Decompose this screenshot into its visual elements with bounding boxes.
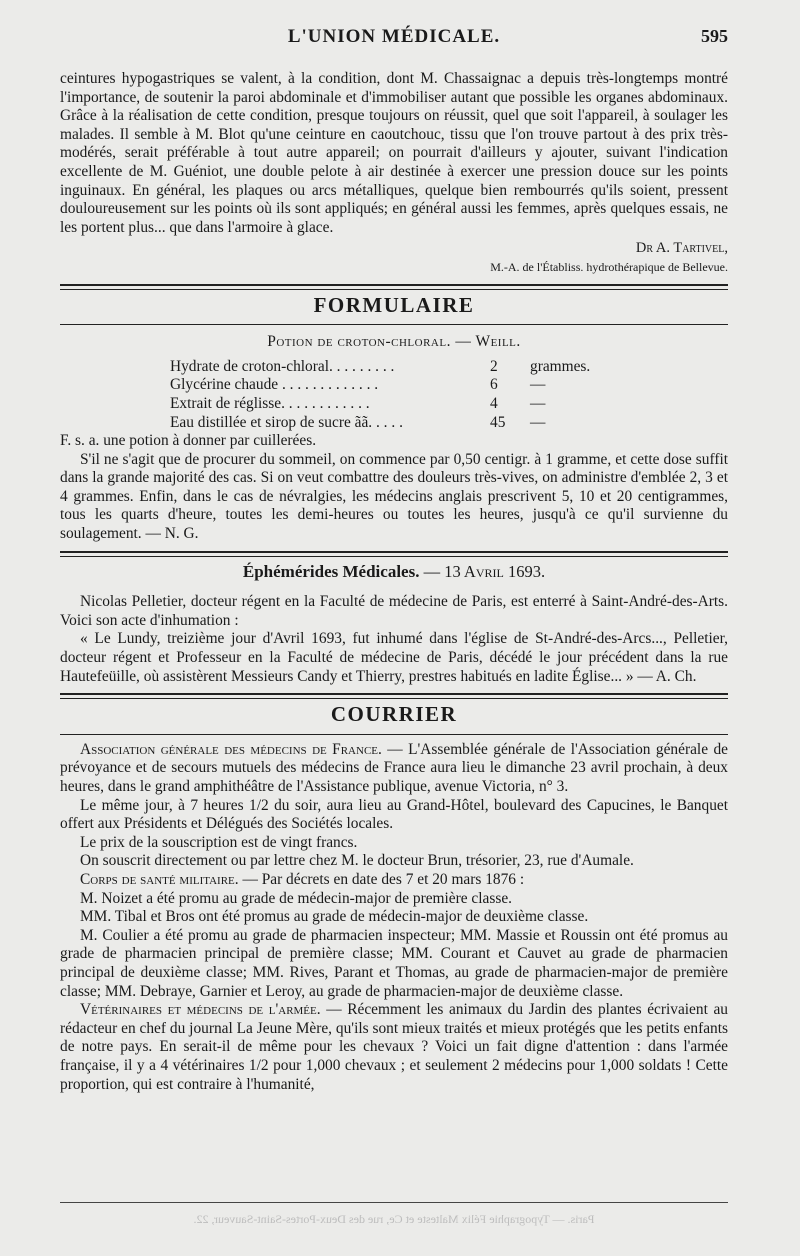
footer-rule xyxy=(60,1202,728,1203)
signature-name: Dr A. Tartivel, xyxy=(635,240,728,257)
recipe-table xyxy=(170,358,640,432)
ingredient-unit: — xyxy=(530,413,546,431)
printer-imprint: Paris. — Typographie Félix Malteste et Ce, rue des Deux-Portes-Saint-Sauveur, 22. xyxy=(193,1212,595,1226)
ephemerides-date: — 13 Avril 1693. xyxy=(419,561,546,581)
potion-title: Potion de croton-chloral. — Weill. xyxy=(267,333,521,351)
formulaire-heading: FORMULAIRE xyxy=(313,292,475,317)
ephemerides-quote: « Le Lundy, treizième jour d'Avril 1693, fut inhumé dans l'église de St-André-des-Arcs..., Pelletier, docteur régent et Professeur en la Faculté de médecine de Paris, décédé le jour précédent dans la rue Hautefeüille, où assistèrent Messieurs Candy et Thierry, prestres habitués en ladite Église... » — A. Ch. xyxy=(60,630,728,685)
association-lead: Association générale des médecins de France. xyxy=(80,740,382,758)
ingredient-unit: grammes. xyxy=(530,357,591,375)
veterinary-text: — Récemment les animaux du Jardin des plantes écrivaient au rédacteur en chef du journal La Jeune Mère, qu'ils sont mieux traités et mieux protégés que les petits enfants de notre pays. En serait-il de même pour les chevaux ? Voici un fait digne d'attention : dans l'armée française, il y a 4 vétérinaires 1/2 pour 1,000 chevaux ; et seulement 2 médecins pour 1,000 soldats ! Cette proportion, qui est contraire à l'humanité, xyxy=(60,1001,728,1093)
promotion-paragraph: M. Noizet a été promu au grade de médecin-major de première classe. xyxy=(80,889,513,907)
ingredient-unit: — xyxy=(530,394,546,412)
promotion-paragraph: M. Coulier a été promu au grade de pharmacien inspecteur; MM. Massie et Roussin ont été promus au grade de pharmacien principal de première classe; MM. Courant et Cauvet au grade de pharmacien principal de deuxième classe; MM. Rives, Parant et Thomas, au grade de pharmacien-major de première classe; MM. Debraye, Garnier et Leroy, au grade de pharmacien-major de deuxième classe. xyxy=(60,926,728,1000)
page-content xyxy=(60,70,728,1094)
recipe-row xyxy=(170,414,640,433)
veterinary-lead: Vétérinaires et médecins de l'armée. xyxy=(80,1001,321,1019)
military-lead: Corps de santé militaire. xyxy=(80,870,239,888)
ingredient-qty: 2 xyxy=(490,357,498,375)
military-paragraph xyxy=(60,871,728,890)
recipe-directions: F. s. a. une potion à donner par cuillerées. xyxy=(60,432,317,450)
recipe-row xyxy=(170,395,640,414)
veterinary-paragraph xyxy=(60,1001,728,1094)
signature xyxy=(60,239,728,276)
banquet-paragraph: Le même jour, à 7 heures 1/2 du soir, aura lieu au Grand-Hôtel, boulevard des Capucines, le Banquet offert aux Présidents et Délégués des Sociétés locales. xyxy=(60,796,728,833)
military-text: — Par décrets en date des 7 et 20 mars 1876 : xyxy=(238,870,525,888)
promotion-paragraph: MM. Tibal et Bros ont été promus au grade de médecin-major de deuxième classe. xyxy=(80,908,589,926)
recipe-row xyxy=(170,358,640,377)
ephemerides-title: Éphémérides Médicales. xyxy=(242,561,420,581)
association-paragraph xyxy=(60,741,728,797)
ingredient-name: Extrait de réglisse. . . . . . . . . . . . xyxy=(170,394,370,412)
ingredient-unit: — xyxy=(530,376,546,394)
ingredient-qty: 6 xyxy=(490,376,498,394)
running-head xyxy=(60,26,728,56)
page-number: 595 xyxy=(701,26,728,46)
section-divider xyxy=(60,551,728,557)
association-text: — L'Assemblée générale de l'Association générale de prévoyance et de secours mutuels des médecins de France aura lieu le dimanche 23 avril prochain, à deux heures, dans le grand amphithéâtre de l'Assistance publique, avenue Victoria, n° 3. xyxy=(60,740,728,795)
ingredient-name: Hydrate de croton-chloral. . . . . . . . . xyxy=(170,357,395,375)
price-paragraph: Le prix de la souscription est de vingt francs. xyxy=(80,833,358,851)
formulaire-body: S'il ne s'agit que de procurer du sommeil, on commence par 0,50 centigr. à 1 gramme, et cette dose suffit dans la grande majorité des cas. Si on veut combattre des douleurs très-vives, on administre d'emblée 2, 3 et 4 grammes. Enfin, dans le cas de névralgies, les médecins anglais prescrivent 5, 10 et 20 centigrammes, tous les quarts d'heure, toutes les demi-heures ou toutes les heures, jusqu'à ce qu'il survienne du soulagement. — N. G. xyxy=(60,450,728,543)
heading-underline xyxy=(60,734,728,735)
courrier-heading: COURRIER xyxy=(330,702,458,727)
ingredient-qty: 4 xyxy=(490,394,498,412)
ephemerides-paragraph: Nicolas Pelletier, docteur régent en la Faculté de médecine de Paris, est enterré à Saint-André-des-Arts. Voici son acte d'inhumation : xyxy=(60,593,728,629)
heading-underline xyxy=(60,324,728,325)
ingredient-name: Eau distillée et sirop de sucre ãã. . . . . xyxy=(170,413,403,431)
ingredient-name: Glycérine chaude . . . . . . . . . . . . . xyxy=(170,376,379,394)
journal-title: L'UNION MÉDICALE. xyxy=(287,26,501,47)
section-divider xyxy=(60,693,728,699)
ephemerides-heading xyxy=(60,563,728,582)
recipe-row xyxy=(170,376,640,395)
subscribe-paragraph: On souscrit directement ou par lettre chez M. le docteur Brun, trésorier, 23, rue d'Aumale. xyxy=(80,852,634,870)
signature-institution: M.-A. de l'Établiss. hydrothérapique de Bellevue. xyxy=(490,259,728,274)
section-divider xyxy=(60,284,728,290)
ingredient-qty: 45 xyxy=(490,413,506,431)
article-end-paragraph: ceintures hypogastriques se valent, à la condition, dont M. Chassaignac a depuis très-longtemps montré l'importance, de soutenir la paroi abdominale et d'immobiliser autant que possible les organes abdominaux. Grâce à la réalisation de cette condition, presque toujours on réussit, quel que soit l'appareil, à soulager les malades. Il semble à M. Blot qu'une ceinture en caoutchouc, tissu que l'on trouve partout à des prix très-modérés, serait préférable à tout autre appareil; on pourrait d'ailleurs y ajouter, suivant l'indication excellente de M. Guéniot, une double pelote à air destinée à exercer une pression douce sur les points inguinaux. En général, les plaques ou arcs métalliques, quelque bien rembourrés qu'ils soient, pressent douloureusement sur les points où ils sont appliqués; en général aussi les femmes, après quelques essais, ne les portent plus... que dans l'armoire à glace. xyxy=(60,70,728,236)
